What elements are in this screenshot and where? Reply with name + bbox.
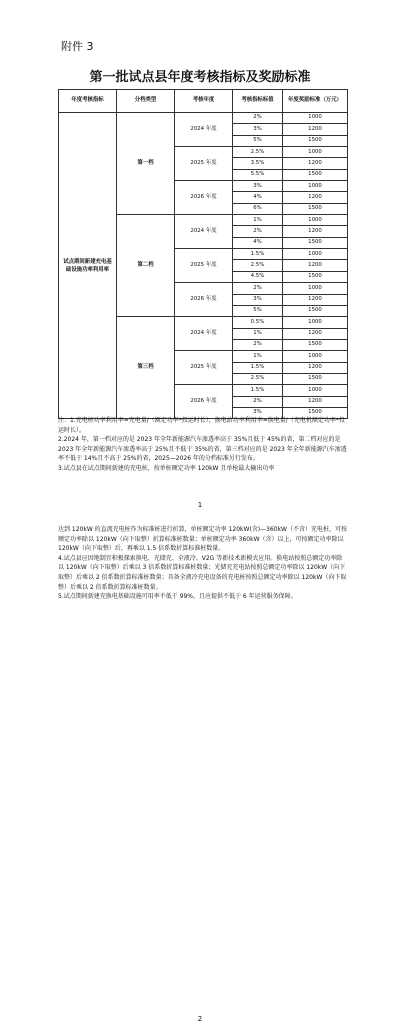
target-cell: 2% [233,339,283,350]
target-cell: 2% [233,226,283,237]
reward-cell: 1200 [283,362,348,373]
indicator-cell: 试点期间新建充电基础设施功率利用率 [59,113,117,419]
header-target: 考核指标标值 [233,90,283,113]
year-cell: 2026 年度 [175,283,233,317]
target-cell: 2% [233,113,283,124]
reward-cell: 1200 [283,192,348,203]
page-number: 2 [197,1015,203,1023]
reward-cell: 1500 [283,339,348,350]
reward-cell: 1500 [283,305,348,316]
tier-cell: 第三档 [117,317,175,419]
year-cell: 2024 年度 [175,317,233,351]
reward-cell: 1000 [283,385,348,396]
reward-cell: 1500 [283,373,348,384]
target-cell: 2% [233,283,283,294]
target-cell: 1% [233,351,283,362]
target-cell: 1.5% [233,249,283,260]
reward-cell: 1500 [283,271,348,282]
target-cell: 1% [233,215,283,226]
reward-cell: 1200 [283,158,348,169]
note-1: 注：1.充电桩功率利用率=充电量/（额定功率*投运时长），换电站功率利用率=换电量/（充电机额定功率*投运时长）。 [58,417,345,434]
assessment-table [58,89,348,419]
target-cell: 0.5% [233,317,283,328]
target-cell: 4% [233,192,283,203]
reward-cell: 1200 [283,124,348,135]
target-cell: 3% [233,181,283,192]
reward-cell: 1200 [283,260,348,271]
reward-cell: 1000 [283,147,348,158]
reward-cell: 1500 [283,237,348,248]
note-3: 3.试点县在试点期间新建的充电桩，按单桩额定功率 120kW 且单枪最大输出功率 [58,464,275,472]
table-row [59,113,348,124]
target-cell: 1.5% [233,385,283,396]
target-cell: 5.5% [233,169,283,180]
target-cell: 3.5% [233,158,283,169]
year-cell: 2025 年度 [175,147,233,181]
reward-cell: 1000 [283,351,348,362]
reward-cell: 1000 [283,317,348,328]
note-5: 5.试点期间新建充换电基础设施可用率不低于 99%，且应提供不低于 6 年运营服务保障。 [58,593,297,601]
reward-cell: 1000 [283,215,348,226]
header-reward: 年度奖励标准（万元） [283,90,348,113]
target-cell: 2.5% [233,260,283,271]
note-2: 2.2024 年，第一档对应的是 2023 年全年新能源汽车渗透率高于 35%且低于 45%的省，第二档对应的是 2023 年全年新能源汽车渗透率高于 25%且不低于 35%的省，第三档对应的是 2023 年全年新能源汽车渗透率不低于 14%且不高于 25%的省，2025—2026 年的分档标准另行发布。 [58,436,347,463]
reward-cell: 1200 [283,396,348,407]
target-cell: 1.5% [233,362,283,373]
reward-cell: 1500 [283,407,348,418]
attachment-label: 附件 3 [61,40,94,53]
year-cell: 2026 年度 [175,181,233,215]
table-header-row [59,90,348,113]
header-year: 考核年度 [175,90,233,113]
notes-page2 [58,525,348,602]
note-3-cont: 达到 120kW 的直流充电桩作为标准桩进行折算，单桩额定功率 120kW(含)—360kW（不含）充电桩，可按额定功率除以 120kW（向下取整）折算标准桩数量；单桩额定功率 360kW（含）以上，可按额定功率除以 120kW（向下取整）后，再乘以 1.5 倍系数折算标准桩数量。 [58,526,347,553]
tier-cell: 第二档 [117,215,175,317]
target-cell: 2.5% [233,147,283,158]
notes-page1 [58,416,348,474]
header-tier: 分档类型 [117,90,175,113]
year-cell: 2025 年度 [175,249,233,283]
target-cell: 3% [233,294,283,305]
reward-cell: 1500 [283,203,348,214]
reward-cell: 1000 [283,113,348,124]
reward-cell: 1000 [283,181,348,192]
target-cell: 1% [233,328,283,339]
target-cell: 5% [233,305,283,316]
year-cell: 2026 年度 [175,385,233,419]
reward-cell: 1000 [283,283,348,294]
year-cell: 2025 年度 [175,351,233,385]
target-cell: 3% [233,407,283,418]
reward-cell: 1500 [283,169,348,180]
note-4: 4.试点县应因地制宜积极探索换电、光储充、全液冷、V2G 等新技术新模式应用。换电站按照总额定功率除以 120kW（向下取整）后乘以 3 倍系数折算标准桩数量；光储充充电站按照总额定功率除以 120kW（向下取整）后乘以 2 倍系数折算标准桩数量；具备全液冷充电设备的充电桩按照总额定功率除以 120kW（向下取整）后乘以 2 倍系数折算标准桩数量。 [58,554,347,591]
target-cell: 2% [233,396,283,407]
header-indicator: 年度考核指标 [59,90,117,113]
document-title: 第一批试点县年度考核指标及奖励标准 [89,70,311,85]
target-cell: 4% [233,237,283,248]
target-cell: 2.5% [233,373,283,384]
reward-cell: 1200 [283,294,348,305]
tier-cell: 第一档 [117,113,175,215]
target-cell: 4.5% [233,271,283,282]
target-cell: 3% [233,124,283,135]
reward-cell: 1500 [283,135,348,146]
target-cell: 5% [233,135,283,146]
year-cell: 2024 年度 [175,113,233,147]
year-cell: 2024 年度 [175,215,233,249]
reward-cell: 1200 [283,226,348,237]
reward-cell: 1000 [283,249,348,260]
reward-cell: 1200 [283,328,348,339]
page-number: 1 [197,501,203,509]
target-cell: 6% [233,203,283,214]
